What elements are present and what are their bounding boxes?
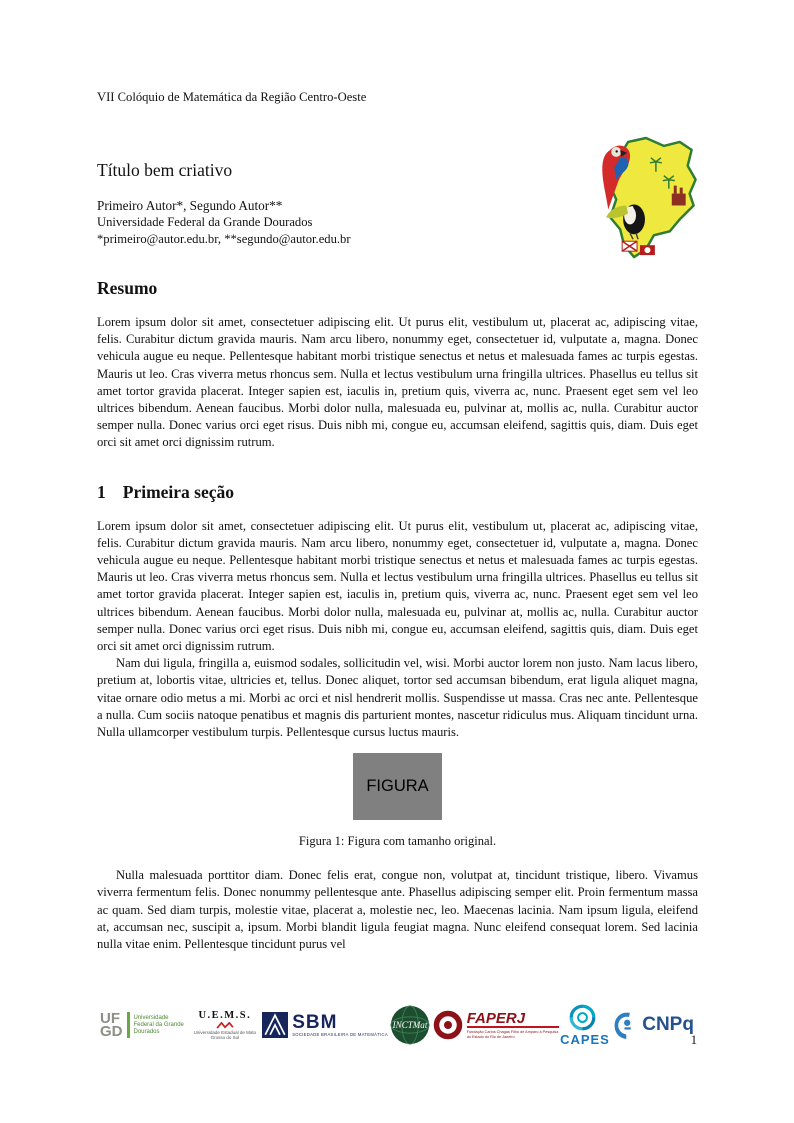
sbm-label: SBM <box>292 1011 338 1033</box>
section-1-paragraph-1: Lorem ipsum dolor sit amet, consectetuer adipiscing elit. Ut purus elit, vestibulum ut, placerat ac, adipiscing vitae, felis. Curabitur dictum gravida mauris. Nam arcu libero, nonummy eget, consectetuer id, vulputate a, magna. Donec vehicula augue eu neque. Pellentesque habitant morbi tristique senectus et netus et malesuada fames ac turpis egestas. Mauris ut leo. Cras viverra metus rhoncus sem. Nulla et lectus vestibulum urna fringilla ultrices. Phasellus eu tellus sit amet tortor gravida placerat. Integer sapien est, iaculis in, pretium quis, viverra ac, nunc. Praesent eget sem vel leo ultrices bibendum. Aenean faucibus. Morbi dolor nulla, malesuada eu, pulvinar at, mollis ac, nulla. Curabitur auctor semper nulla. Donec varius orci eget risus. Duis nibh mi, congue eu, accumsan eleifend, sagittis quis, diam. Duis eget orci sit amet orci dignissim rutrum. <box>97 518 698 654</box>
body-paragraph-after-figure: Nulla malesuada porttitor diam. Donec felis erat, congue non, volutpat at, tincidunt tristique, libero. Vivamus viverra fermentum felis. Donec nonummy pellentesque ante. Phasellus adipiscing semper elit. Proin fermentum massa ac quam. Sed diam turpis, molestie vitae, placerat a, molestie nec, leo. Maecenas lacinia. Nam ipsum ligula, eleifend at, accumsan nec, suscipit a, ipsum. Morbi blandit ligula feugiat magna. Nunc eleifend consequat lorem. Sed lacinia nulla vitae enim. Pellentesque tincidunt purus vel <box>97 868 698 952</box>
section-number: 1 <box>97 481 106 502</box>
logo-uems <box>189 1010 261 1040</box>
sbm-text <box>292 1011 388 1037</box>
capes-icon <box>568 1003 597 1032</box>
capes-label: CAPES <box>560 1032 610 1047</box>
page-number: 1 <box>690 1033 697 1047</box>
abstract-heading: Resumo <box>97 278 158 298</box>
logo-ufgd <box>100 1012 188 1038</box>
ufgd-icon <box>100 1012 130 1038</box>
cnpq-icon <box>611 1010 638 1041</box>
sbm-icon <box>262 1012 288 1038</box>
faperj-icon <box>433 1010 463 1040</box>
figure-1 <box>97 753 698 820</box>
ufgd-mark-top: UF <box>100 1010 120 1027</box>
logo-sbm <box>262 1012 388 1038</box>
page-footer <box>0 995 794 1123</box>
figure-placeholder: FIGURA <box>353 753 442 820</box>
figure-caption: Figura 1: Figura com tamanho original. <box>298 834 497 849</box>
ufgd-label: Universidade Federal da Grande Dourados <box>133 1014 184 1035</box>
uems-label: U.E.M.S. <box>198 1010 252 1021</box>
uems-sublabel: Universidade Estadual de Mato Grosso do Sul <box>193 1030 257 1040</box>
document-title: Título bem criativo <box>97 160 233 180</box>
running-header: VII Colóquio de Matemática da Região Centro-Oeste <box>97 90 367 104</box>
cnpq-label: CNPq <box>642 1014 694 1035</box>
inctmat-icon <box>389 1004 431 1046</box>
inctmat-label: INCTMat <box>393 1019 428 1030</box>
faperj-sublabel: Fundação Carlos Chagas Filho de Amparo à Pesquisa do Estado do Rio de Janeiro <box>466 1030 559 1039</box>
abstract-body: Lorem ipsum dolor sit amet, consectetuer adipiscing elit. Ut purus elit, vestibulum ut, placerat ac, adipiscing vitae, felis. Curabitur dictum gravida mauris. Nam arcu libero, nonummy eget, consectetuer id, vulputate a, magna. Donec vehicula augue eu neque. Pellentesque habitant morbi tristique senectus et netus et malesuada fames ac turpis egestas. Mauris ut leo. Cras viverra metus rhoncus sem. Nulla et lectus vestibulum urna fringilla ultrices. Phasellus eu tellus sit amet tortor gravida placerat. Integer sapien est, iaculis in, pretium quis, viverra ac, nunc. Praesent eget sem vel leo ultrices bibendum. Aenean faucibus. Morbi dolor nulla, malesuada eu, pulvinar at, mollis ac, nulla. Curabitur auctor semper nulla. Donec varius orci eget risus. Duis nibh mi, congue eu, accumsan eleifend, sagittis quis, diam. Duis eget orci sit amet orci dignissim rutrum. <box>97 315 698 450</box>
section-1-heading <box>97 482 698 503</box>
sbm-sublabel: SOCIEDADE BRASILEIRA DE MATEMÁTICA <box>292 1031 388 1037</box>
authors-line: Primeiro Autor*, Segundo Autor** <box>97 198 283 213</box>
logo-cnpq <box>611 1010 694 1041</box>
logo-inctmat <box>389 1004 431 1046</box>
faperj-text <box>467 1011 559 1039</box>
section-title: Primeira seção <box>122 481 235 502</box>
faperj-label: FAPERJ <box>467 1011 559 1028</box>
emails-line: *primeiro@autor.edu.br, **segundo@autor.edu.br <box>97 232 351 246</box>
logo-faperj <box>433 1010 559 1040</box>
ufgd-mark-bottom: GD <box>100 1023 123 1040</box>
section-1-paragraph-2: Nam dui ligula, fringilla a, euismod sodales, sollicitudin vel, wisi. Morbi auctor lorem non justo. Nam lacus libero, pretium at, lobortis vitae, ultricies et, tellus. Donec aliquet, tortor sed accumsan bibendum, erat ligula aliquet magna, vitae ornare odio metus a mi. Morbi ac orci et nisl hendrerit mollis. Suspendisse ut massa. Cras nec ante. Pellentesque a nulla. Cum sociis natoque penatibus et magnis dis parturient montes, nascetur ridiculus mus. Aliquam tincidunt urna. Nulla ullamcorper vestibulum turpis. Pellentesque cursus luctus mauris. <box>97 656 698 740</box>
logo-capes <box>560 1003 610 1047</box>
document-body <box>97 160 698 953</box>
uems-icon <box>216 1022 234 1029</box>
sponsor-logos-bar <box>100 1003 694 1047</box>
affiliation-line: Universidade Federal da Grande Dourados <box>97 215 313 229</box>
